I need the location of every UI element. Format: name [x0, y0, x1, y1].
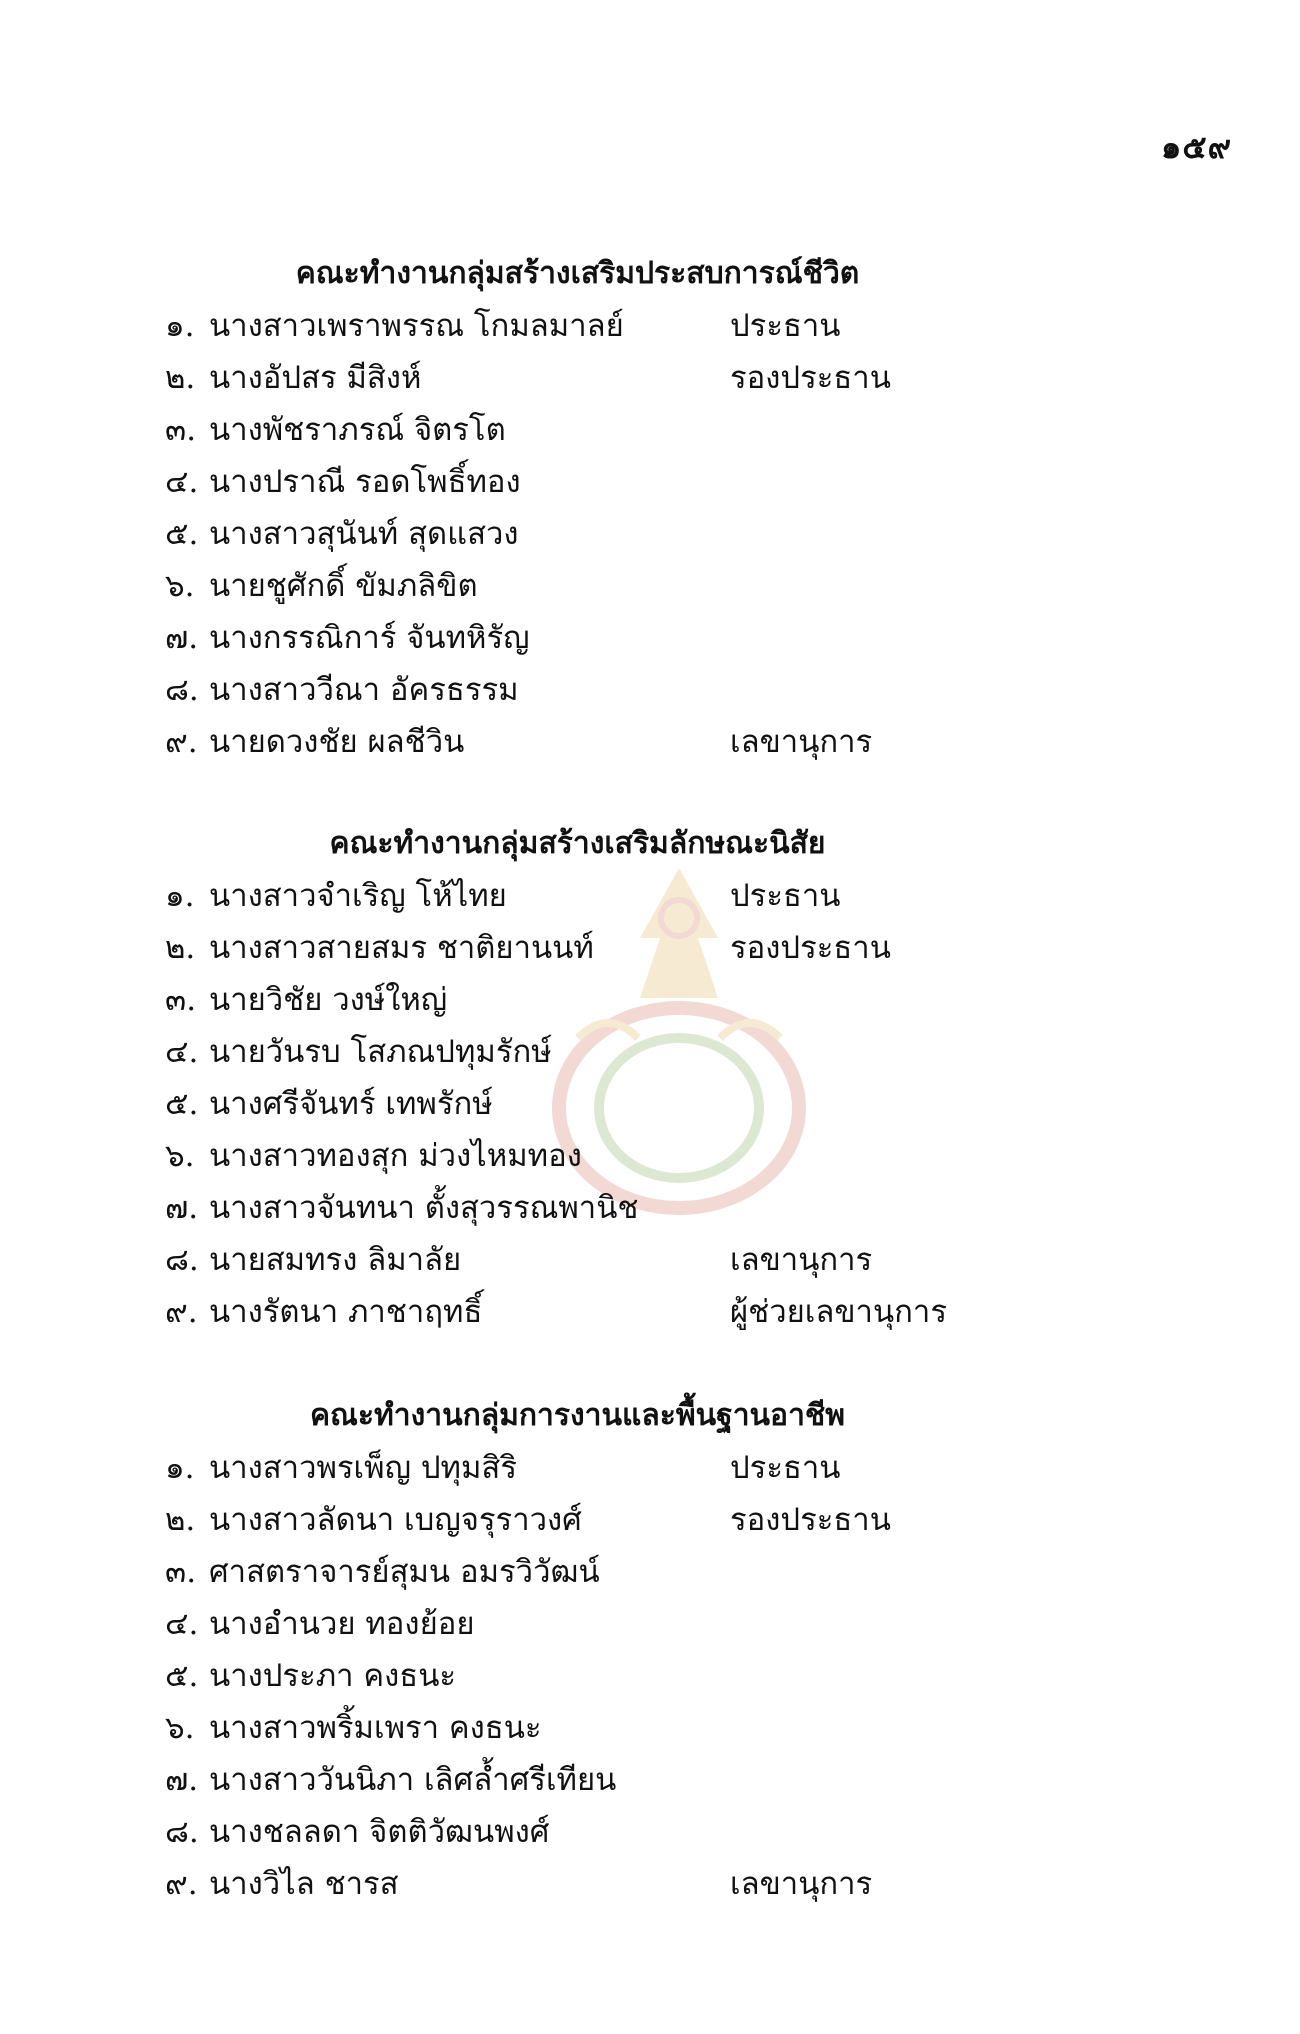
member-row	[165, 1078, 1065, 1130]
member-number: ๙.	[165, 724, 198, 760]
member-name: นางสาวสุนันท์ สุดแสวง	[209, 516, 519, 552]
member-name: นายดวงชัย ผลชีวิน	[209, 724, 465, 760]
member-number: ๖.	[165, 568, 195, 604]
member-name: นางสาวพรเพ็ญ ปทุมสิริ	[209, 1450, 517, 1486]
member-row	[165, 1026, 1065, 1078]
member-role: ผู้ช่วยเลขานุการ	[730, 1294, 947, 1330]
member-name: นางอำนวย ทองย้อย	[209, 1606, 475, 1642]
member-name: นางสาวพริ้มเพรา คงธนะ	[209, 1710, 542, 1746]
member-name: นางวิไล ชารส	[209, 1866, 399, 1902]
member-name: นางสาวจันทนา ตั้งสุวรรณพานิช	[209, 1190, 639, 1226]
member-row	[165, 1806, 1065, 1858]
member-number: ๗.	[165, 1762, 199, 1798]
member-number: ๕.	[165, 1658, 199, 1694]
member-row	[165, 1546, 1065, 1598]
member-number: ๕.	[165, 1086, 199, 1122]
member-number: ๓.	[165, 1554, 197, 1590]
member-name: นางสาวลัดนา เบญจรุราวงศ์	[209, 1502, 582, 1538]
member-number: ๓.	[165, 982, 197, 1018]
member-number: ๙.	[165, 1294, 198, 1330]
member-name: นางสาวสายสมร ชาติยานนท์	[209, 930, 594, 966]
member-list	[165, 300, 1065, 768]
section-title: คณะทำงานกลุ่มสร้างเสริมลักษณะนิสัย	[329, 826, 826, 861]
member-row	[165, 1598, 1065, 1650]
member-row	[165, 1130, 1065, 1182]
member-number: ๗.	[165, 620, 199, 656]
member-name: นางสาวเพราพรรณ โกมลมาลย์	[209, 308, 624, 344]
member-role: รองประธาน	[730, 930, 891, 966]
member-number: ๔.	[165, 1034, 199, 1070]
member-name: นายวันรบ โสภณปทุมรักษ์	[209, 1034, 552, 1070]
member-name: นางรัตนา ภาชาฤทธิ์	[209, 1294, 483, 1330]
member-number: ๘.	[165, 1242, 199, 1278]
member-row	[165, 974, 1065, 1026]
member-row	[165, 1754, 1065, 1806]
member-row	[165, 664, 1065, 716]
member-name: นางสาววีณา อัครธรรม	[209, 672, 519, 708]
member-number: ๕.	[165, 516, 199, 552]
member-number: ๗.	[165, 1190, 199, 1226]
member-row	[165, 716, 1065, 768]
member-row	[165, 922, 1065, 974]
member-name: นางอัปสร มีสิงห์	[209, 360, 422, 396]
member-role: ประธาน	[730, 308, 841, 344]
member-role: ประธาน	[730, 878, 841, 914]
page-number: ๑๕๙	[1161, 128, 1232, 166]
member-name: นางพัชราภรณ์ จิตรโต	[209, 412, 506, 448]
member-name: นางปราณี รอดโพธิ์ทอง	[209, 464, 521, 500]
member-list	[165, 870, 1065, 1338]
member-name: นายสมทรง ลิมาลัย	[209, 1242, 462, 1278]
member-row	[165, 352, 1065, 404]
member-row	[165, 1702, 1065, 1754]
member-number: ๖.	[165, 1138, 195, 1174]
member-row	[165, 1650, 1065, 1702]
member-name: นางศรีจันทร์ เทพรักษ์	[209, 1086, 493, 1122]
member-list	[165, 1442, 1065, 1910]
member-row	[165, 1442, 1065, 1494]
member-row	[165, 404, 1065, 456]
member-number: ๖.	[165, 1710, 195, 1746]
member-role: รองประธาน	[730, 360, 891, 396]
member-role: เลขานุการ	[730, 1242, 873, 1278]
member-name: นางประภา คงธนะ	[209, 1658, 457, 1694]
member-role: รองประธาน	[730, 1502, 891, 1538]
member-number: ๑.	[165, 308, 195, 344]
member-row	[165, 1858, 1065, 1910]
member-name: นางชลลดา จิตติวัฒนพงศ์	[209, 1814, 550, 1850]
member-number: ๒.	[165, 930, 196, 966]
member-number: ๙.	[165, 1866, 198, 1902]
member-row	[165, 1286, 1065, 1338]
member-row	[165, 508, 1065, 560]
member-number: ๔.	[165, 464, 199, 500]
member-name: นางสาววันนิภา เลิศล้ำศรีเทียน	[209, 1762, 617, 1798]
member-row	[165, 300, 1065, 352]
member-name: นายวิชัย วงษ์ใหญ่	[209, 982, 448, 1018]
member-name: นายชูศักดิ์ ขัมภลิขิต	[209, 568, 478, 604]
member-row	[165, 456, 1065, 508]
member-number: ๓.	[165, 412, 197, 448]
member-row	[165, 870, 1065, 922]
member-role: ประธาน	[730, 1450, 841, 1486]
member-number: ๑.	[165, 1450, 195, 1486]
member-name: นางสาวจำเริญ โห้ไทย	[209, 878, 507, 914]
member-name: นางกรรณิการ์ จันทหิรัญ	[209, 620, 530, 656]
member-role: เลขานุการ	[730, 1866, 873, 1902]
section-title: คณะทำงานกลุ่มการงานและพื้นฐานอาชีพ	[309, 1398, 846, 1433]
section-title: คณะทำงานกลุ่มสร้างเสริมประสบการณ์ชีวิต	[295, 256, 860, 291]
member-number: ๑.	[165, 878, 195, 914]
member-number: ๔.	[165, 1606, 199, 1642]
member-number: ๘.	[165, 1814, 199, 1850]
member-number: ๘.	[165, 672, 199, 708]
member-row	[165, 560, 1065, 612]
member-row	[165, 1182, 1065, 1234]
member-row	[165, 1234, 1065, 1286]
member-role: เลขานุการ	[730, 724, 873, 760]
member-name: ศาสตราจารย์สุมน อมรวิวัฒน์	[209, 1554, 600, 1590]
member-number: ๒.	[165, 1502, 196, 1538]
member-row	[165, 612, 1065, 664]
member-number: ๒.	[165, 360, 196, 396]
member-row	[165, 1494, 1065, 1546]
member-name: นางสาวทองสุก ม่วงไหมทอง	[209, 1138, 582, 1174]
